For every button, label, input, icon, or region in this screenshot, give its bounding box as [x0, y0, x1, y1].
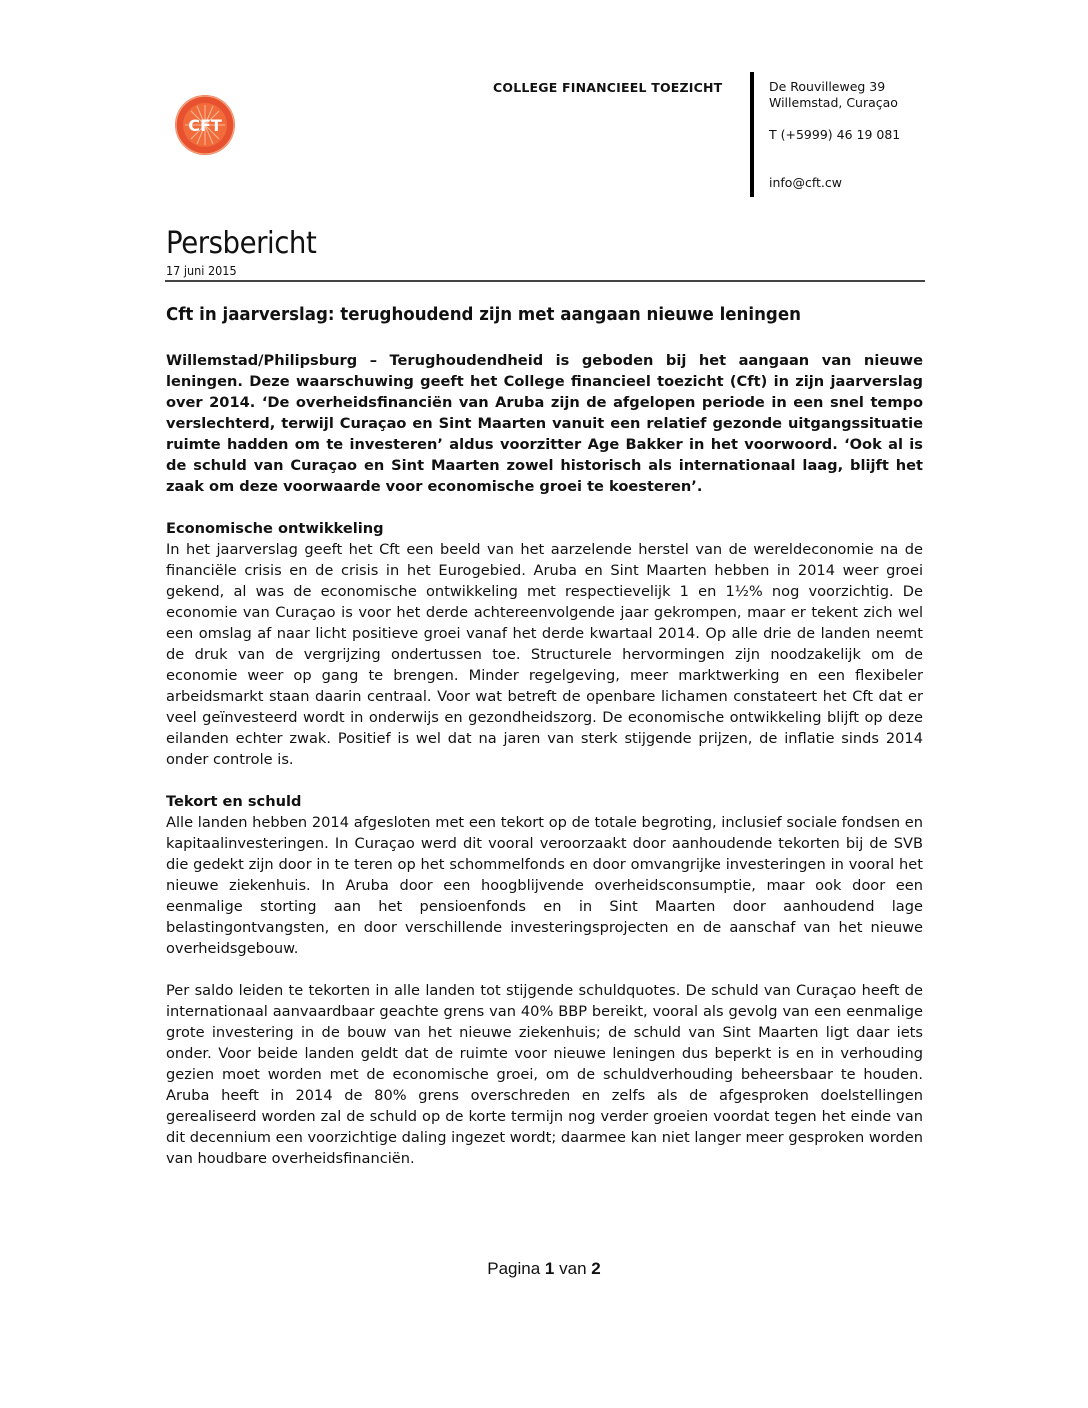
page-separator: van	[559, 1259, 587, 1278]
address-line-2: Willemstad, Curaçao	[769, 95, 898, 110]
headline: Cft in jaarverslag: terughoudend zijn met aangaan nieuwe leningen	[166, 305, 801, 325]
organization-name: COLLEGE FINANCIEEL TOEZICHT	[493, 80, 723, 95]
total-pages: 2	[591, 1259, 601, 1278]
header-divider	[750, 72, 754, 197]
article-body	[166, 350, 923, 1169]
publication-date: 17 juni 2015	[166, 263, 237, 278]
page-label: Pagina	[487, 1259, 541, 1278]
section-paragraph: In het jaarverslag geeft het Cft een beeld van het aarzelende herstel van de wereldeconomie na de financiële crisis en de crisis in het Eurogebied. Aruba en Sint Maarten hebben in 2014 weer groei gekend, al was de economische ontwikkeling met respectievelijk 1 en 1½% nog voorzichtig. De economie van Curaçao is voor het derde achtereenvolgende jaar gekrompen, maar er tekent zich wel een omslag af naar licht positieve groei vanaf het derde kwartaal 2014. Op alle drie de landen neemt de druk van de vergrijzing ondertussen toe. Structurele hervormingen zijn noodzakelijk om de economie weer op gang te brengen. Minder regelgeving, meer marktwerking en een flexibeler arbeidsmarkt staan daarin centraal. Voor wat betreft de openbare lichamen constateert het Cft dat er veel geïnvesteerd wordt in onderwijs en gezondheidszorg. De economische ontwikkeling blijft op deze eilanden echter zwak. Positief is wel dat na jaren van sterk stijgende prijzen, de inflatie sinds 2014 onder controle is.	[166, 541, 923, 768]
page-footer	[0, 1259, 1088, 1279]
contact-block	[769, 79, 900, 191]
address-line-1: De Rouvilleweg 39	[769, 79, 886, 94]
logo-text: CFT	[188, 116, 222, 135]
current-page-number: 1	[544, 1259, 555, 1278]
phone-number: T (+5999) 46 19 081	[769, 127, 901, 142]
cft-logo-icon	[170, 94, 240, 156]
section-heading-tekort-en-schuld: Tekort en schuld	[166, 793, 302, 810]
email-address[interactable]: info@cft.cw	[769, 175, 842, 190]
page-title: Persbericht	[166, 226, 317, 261]
title-rule	[165, 280, 925, 282]
section-heading-economische-ontwikkeling: Economische ontwikkeling	[166, 520, 384, 537]
lead-paragraph: Willemstad/Philipsburg – Terughoudendheid is geboden bij het aangaan van nieuwe leningen. Deze waarschuwing geeft het College financieel toezicht (Cft) in zijn jaarverslag over 2014. ‘De overheidsfinanciën van Aruba zijn de afgelopen periode in een snel tempo verslechterd, terwijl Curaçao en Sint Maarten vanuit een relatief gezonde uitgangssituatie ruimte hadden om te investeren’ aldus voorzitter Age Bakker in het voorwoord. ‘Ook al is de schuld van Curaçao en Sint Maarten zowel historisch als internationaal laag, blijft het zaak om deze voorwaarde voor economische groei te koesteren’.	[166, 352, 923, 495]
section-paragraph: Alle landen hebben 2014 afgesloten met een tekort op de totale begroting, inclusief sociale fondsen en kapitaalinvesteringen. In Curaçao werd dit vooral veroorzaakt door aanhoudende tekorten bij de SVB die gedekt zijn door in te teren op het schommelfonds en door omvangrijke investeringen in vooral het nieuwe ziekenhuis. In Aruba door een hoogblijvende overheidsconsumptie, maar ook door een eenmalige storting aan het pensioenfonds en in Sint Maarten door aanhoudend lage belastingontvangsten, en door verschillende investeringsprojecten en de aanschaf van het nieuwe overheidsgebouw.	[166, 814, 923, 957]
section-paragraph: Per saldo leiden te tekorten in alle landen tot stijgende schuldquotes. De schuld van Curaçao heeft de internationaal aanvaardbaar geachte grens van 40% BBP bereikt, vooral als gevolg van een eenmalige grote investering in de bouw van het nieuwe ziekenhuis; de schuld van Sint Maarten ligt daar iets onder. Voor beide landen geldt dat de ruimte voor nieuwe leningen dus beperkt is en in verhouding gezien moet worden met de economische groei, om de schuldverhouding beheersbaar te houden. Aruba heeft in 2014 de 80% grens overschreden en zelfs als de afgesproken doelstellingen gerealiseerd worden zal de schuld op de korte termijn nog verder groeien voordat tegen het einde van dit decennium een voorzichtige daling ingezet wordt; daarmee kan niet langer meer gesproken worden van houdbare overheidsfinanciën.	[166, 982, 923, 1167]
